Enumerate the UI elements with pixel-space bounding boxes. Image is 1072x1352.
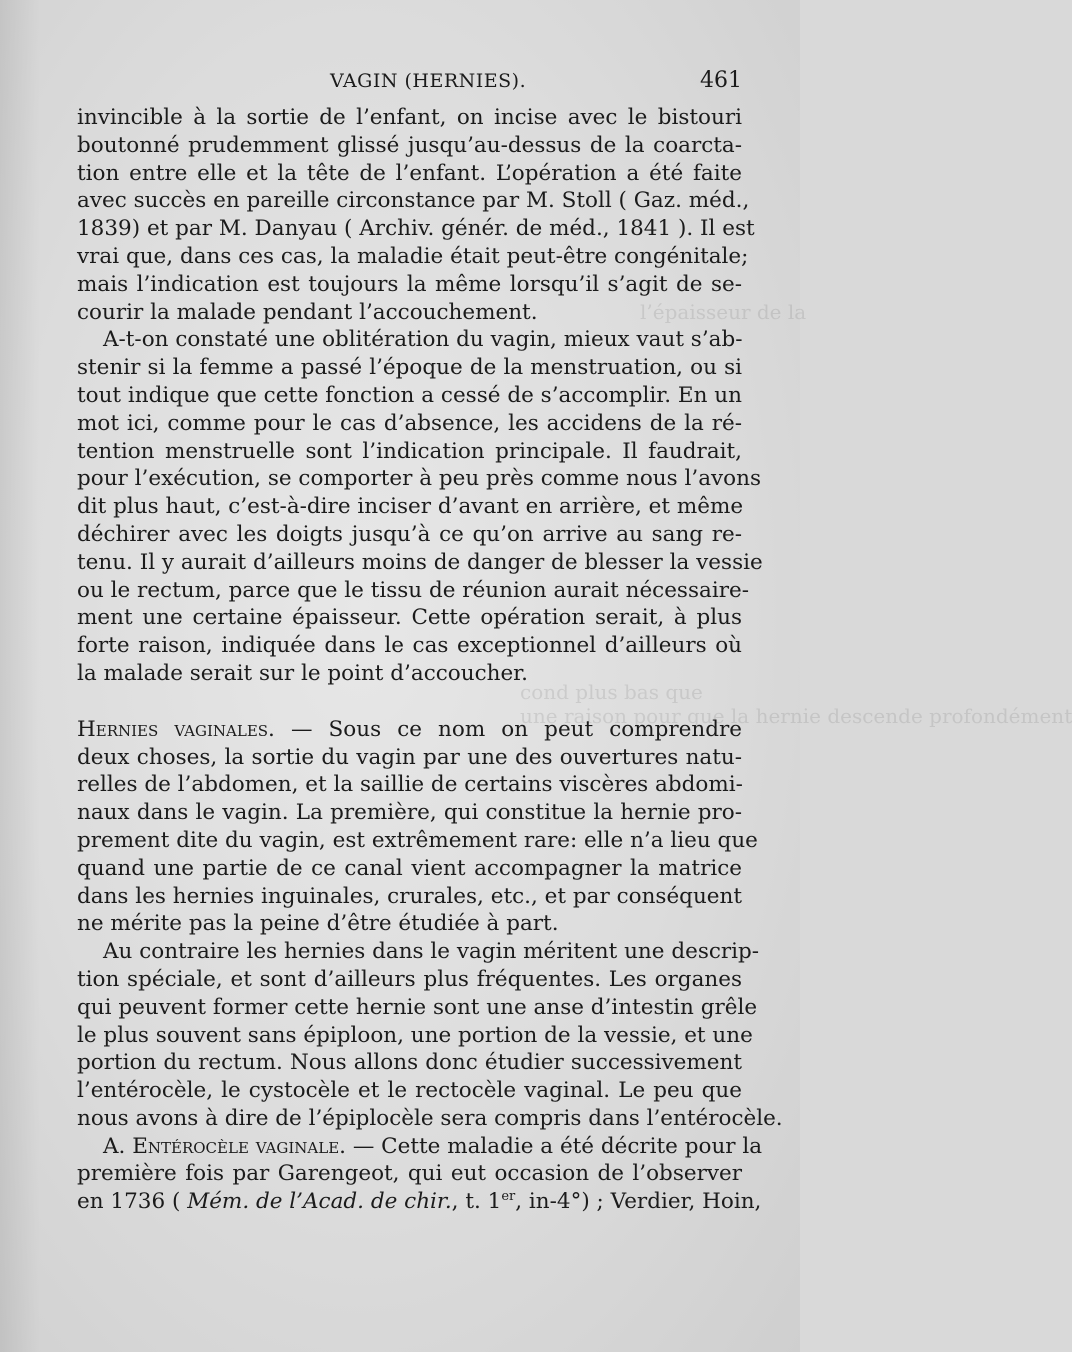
- text-line: tout indique que cette fonction a cessé de s’accomplir. En un: [77, 382, 742, 408]
- text-line: portion du rectum. Nous allons donc étudier successivement: [77, 1050, 742, 1076]
- text-line: Au contraire les hernies dans le vagin méritent une descrip-: [103, 939, 760, 965]
- text-fragment: , t. 1: [451, 1189, 502, 1215]
- text-line: première fois par Garengeot, qui eut occasion de l’observer: [77, 1161, 742, 1187]
- text-line: A-t-on constaté une oblitération du vagin, mieux vaut s’ab-: [103, 327, 743, 353]
- citation: Mém. de l’Acad. de chir.: [187, 1189, 452, 1215]
- section-heading: Hernies vaginales.: [77, 716, 275, 742]
- text-line: déchirer avec les doigts jusqu’à ce qu’on arrive au sang re-: [77, 521, 742, 547]
- text-line: quand une partie de ce canal vient accompagner la matrice: [77, 855, 742, 881]
- text-line: dit plus haut, c’est-à-dire inciser d’avant en arrière, et même: [77, 494, 744, 520]
- text-line: boutonné prudemment glissé jusqu’au-dessus de la coarcta-: [77, 132, 742, 158]
- body-text: [77, 104, 783, 1216]
- text-line: courir la malade pendant l’accouchement.: [77, 299, 538, 325]
- text-line: prement dite du vagin, est extrêmement rare: elle n’a lieu que: [77, 827, 758, 853]
- text-line: dans les hernies inguinales, crurales, etc., et par conséquent: [77, 883, 742, 909]
- text-fragment: en 1736 (: [77, 1189, 188, 1215]
- text-line: le plus souvent sans épiploon, une portion de la vessie, et une: [77, 1022, 753, 1048]
- bleed-through-text: une raison pour que la hernie descende profondément: [520, 704, 1072, 728]
- text-line: l’entérocèle, le cystocèle et le rectocèle vaginal. Le peu que: [77, 1078, 742, 1104]
- text-line: vrai que, dans ces cas, la maladie était peut-être congénitale;: [77, 243, 749, 269]
- text-line: deux choses, la sortie du vagin par une des ouvertures natu-: [77, 744, 742, 770]
- text-fragment: — Sous ce nom on peut comprendre: [274, 716, 742, 742]
- text-line: tenu. Il y aurait d’ailleurs moins de danger de blesser la vessie: [77, 549, 763, 575]
- text-line: pour l’exécution, se comporter à peu près comme nous l’avons: [77, 466, 762, 492]
- text-line: la malade serait sur le point d’accoucher.: [77, 660, 528, 686]
- text-fragment: , in-4°) ; Verdier, Hoin,: [515, 1189, 762, 1215]
- text-line: tion spéciale, et sont d’ailleurs plus fréquentes. Les organes: [77, 966, 742, 992]
- text-line: ne mérite pas la peine d’être étudiée à part.: [77, 911, 559, 937]
- text-line: naux dans le vagin. La première, qui constitue la hernie pro-: [77, 800, 742, 826]
- superscript: er: [501, 1189, 516, 1205]
- text-line: forte raison, indiquée dans le cas exceptionnel d’ailleurs où: [77, 633, 742, 659]
- bleed-through-text: l’épaisseur de la: [640, 300, 807, 324]
- text-line: mot ici, comme pour le cas d’absence, les accidens de la ré-: [77, 410, 742, 436]
- text-fragment: — Cette maladie a été décrite pour la: [352, 1133, 763, 1159]
- bleed-through-text: cond plus bas que: [520, 680, 703, 704]
- text-line: 1839) et par M. Danyau ( Archiv. génér. de méd., 1841 ). Il est: [77, 216, 755, 242]
- text-line: avec succès en pareille circonstance par M. Stoll ( Gaz. méd.,: [77, 188, 750, 214]
- text-line: nous avons à dire de l’épiplocèle sera compris dans l’entérocèle.: [77, 1105, 783, 1131]
- text-line: qui peuvent former cette hernie sont une anse d’intestin grêle: [77, 994, 758, 1020]
- section-heading-line: [77, 1133, 763, 1161]
- running-title: VAGIN (HERNIES).: [330, 70, 527, 92]
- text-line: mais l’indication est toujours la même lorsqu’il s’agit de se-: [77, 271, 742, 297]
- section-gap: [77, 688, 742, 716]
- text-line: [77, 1188, 762, 1216]
- page-number: 461: [700, 68, 742, 93]
- section-heading-line: [77, 716, 742, 744]
- text-line: stenir si la femme a passé l’époque de la menstruation, ou si: [77, 355, 742, 381]
- text-line: ou le rectum, parce que le tissu de réunion aurait nécessaire-: [77, 577, 749, 603]
- page-header: [0, 68, 800, 98]
- section-heading: A. Entérocèle vaginale.: [103, 1133, 346, 1159]
- text-line: tion entre elle et la tête de l’enfant. L’opération a été faite: [77, 160, 742, 186]
- text-line: ment une certaine épaisseur. Cette opération serait, à plus: [77, 605, 742, 631]
- text-line: invincible à la sortie de l’enfant, on incise avec le bistouri: [77, 105, 742, 130]
- text-line: tention menstruelle sont l’indication principale. Il faudrait,: [77, 438, 742, 464]
- text-line: relles de l’abdomen, et la saillie de certains viscères abdomi-: [77, 772, 743, 798]
